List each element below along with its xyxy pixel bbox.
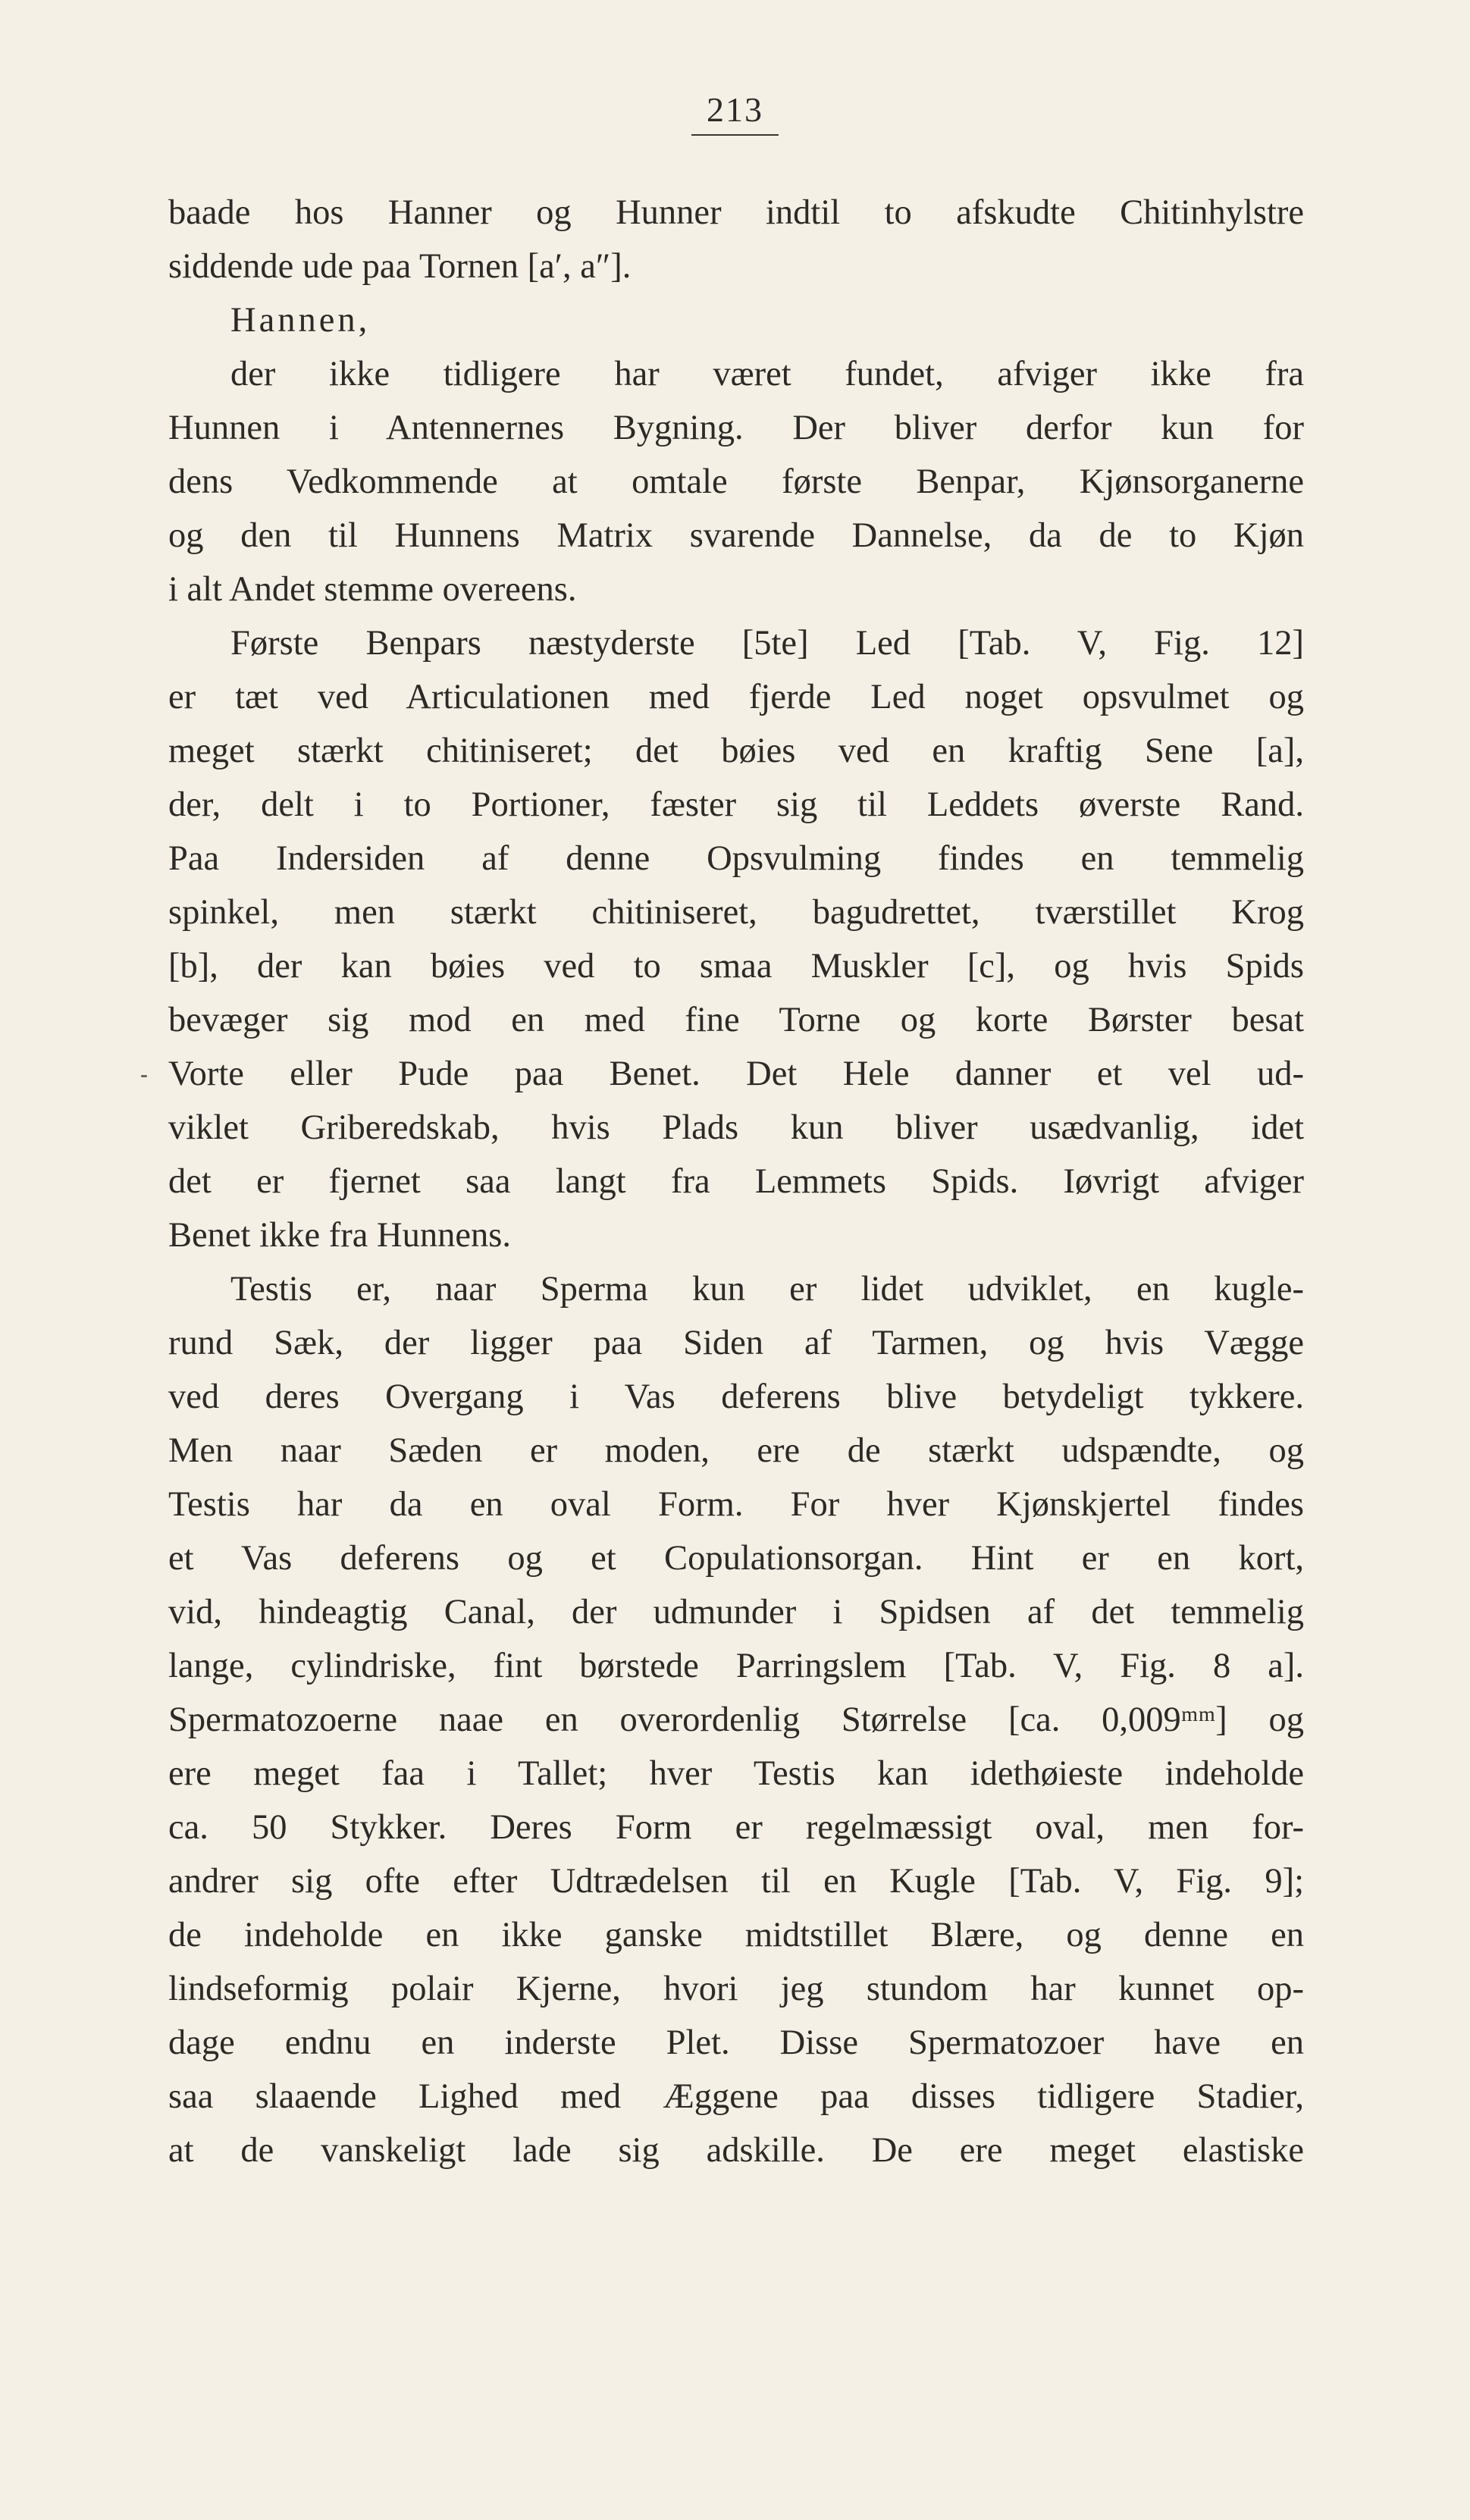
page-number [0, 89, 1470, 136]
text-line: vid, hindeagtig Canal, der udmunder i Spidsen af det temmelig [168, 1593, 1304, 1631]
text-line: Paa Indersiden af denne Opsvulming findes en temmelig [168, 839, 1304, 878]
text-line: Men naar Sæden er moden, ere de stærkt udspændte, og [168, 1431, 1304, 1470]
text-line: det er fjernet saa langt fra Lemmets Spids. Iøvrigt afviger [168, 1162, 1304, 1201]
text-line: siddende ude paa Tornen [a′, a″]. [168, 247, 632, 286]
text-line: andrer sig ofte efter Udtrædelsen til en Kugle [Tab. V, Fig. 9]; [168, 1862, 1304, 1901]
text-line: der ikke tidligere har været fundet, afviger ikke fra [230, 355, 1304, 393]
text-line: et Vas deferens og et Copulationsorgan. Hint er en kort, [168, 1539, 1304, 1578]
body-text [168, 186, 1304, 2177]
text-line: Hunnen i Antennernes Bygning. Der bliver derfor kun for [168, 409, 1304, 447]
margin-mark [141, 1075, 147, 1077]
text-line: dage endnu en inderste Plet. Disse Spermatozoer have en [168, 2023, 1304, 2062]
text-line: Testis har da en oval Form. For hver Kjønskjertel findes [168, 1485, 1304, 1524]
text-line: meget stærkt chitiniseret; det bøies ved en kraftig Sene [a], [168, 732, 1304, 770]
text-line: rund Sæk, der ligger paa Siden af Tarmen, og hvis Vægge [168, 1324, 1304, 1362]
text-line: saa slaaende Lighed med Æggene paa disses tidligere Stadier, [168, 2077, 1304, 2116]
text-line: Første Benpars næstyderste [5te] Led [Tab. V, Fig. 12] [230, 624, 1304, 663]
text-line: dens Vedkommende at omtale første Benpar, Kjønsorganerne [168, 462, 1304, 501]
text-line: Testis er, naar Sperma kun er lidet udviklet, en kugle- [230, 1270, 1304, 1309]
text-line: er tæt ved Articulationen med fjerde Led noget opsvulmet og [168, 678, 1304, 716]
text-line: lindseformig polair Kjerne, hvori jeg stundom har kunnet op- [168, 1970, 1304, 2008]
text-line: Benet ikke fra Hunnens. [168, 1216, 511, 1255]
text-line: at de vanskeligt lade sig adskille. De ere meget elastiske [168, 2131, 1304, 2170]
text-line: ere meget faa i Tallet; hver Testis kan idethøieste indeholde [168, 1754, 1304, 1793]
text-line: Vorte eller Pude paa Benet. Det Hele danner et vel ud- [168, 1055, 1304, 1093]
text-line: i alt Andet stemme overeens. [168, 570, 577, 609]
page-number-text: 213 [691, 89, 779, 136]
text-line: de indeholde en ikke ganske midtstillet Blære, og denne en [168, 1916, 1304, 1954]
text-line: spinkel, men stærkt chitiniseret, bagudrettet, tværstillet Krog [168, 893, 1304, 932]
text-line: viklet Griberedskab, hvis Plads kun bliver usædvanlig, idet [168, 1108, 1304, 1147]
text-line: der, delt i to Portioner, fæster sig til Leddets øverste Rand. [168, 785, 1304, 824]
text-line: bevæger sig mod en med fine Torne og korte Børster besat [168, 1001, 1304, 1039]
text-line: Spermatozoerne naae en overordenlig Størrelse [ca. 0,009ᵐᵐ] og [168, 1700, 1304, 1739]
section-heading: Hannen, [230, 301, 371, 340]
text-line: [b], der kan bøies ved to smaa Muskler [c], og hvis Spids [168, 947, 1304, 986]
text-line: og den til Hunnens Matrix svarende Dannelse, da de to Kjøn [168, 516, 1304, 555]
text-line: ca. 50 Stykker. Deres Form er regelmæssigt oval, men for- [168, 1808, 1304, 1847]
text-line: baade hos Hanner og Hunner indtil to afskudte Chitinhylstre [168, 193, 1304, 232]
text-line: lange, cylindriske, fint børstede Parringslem [Tab. V, Fig. 8 a]. [168, 1647, 1304, 1685]
text-line: ved deres Overgang i Vas deferens blive betydeligt tykkere. [168, 1378, 1304, 1416]
